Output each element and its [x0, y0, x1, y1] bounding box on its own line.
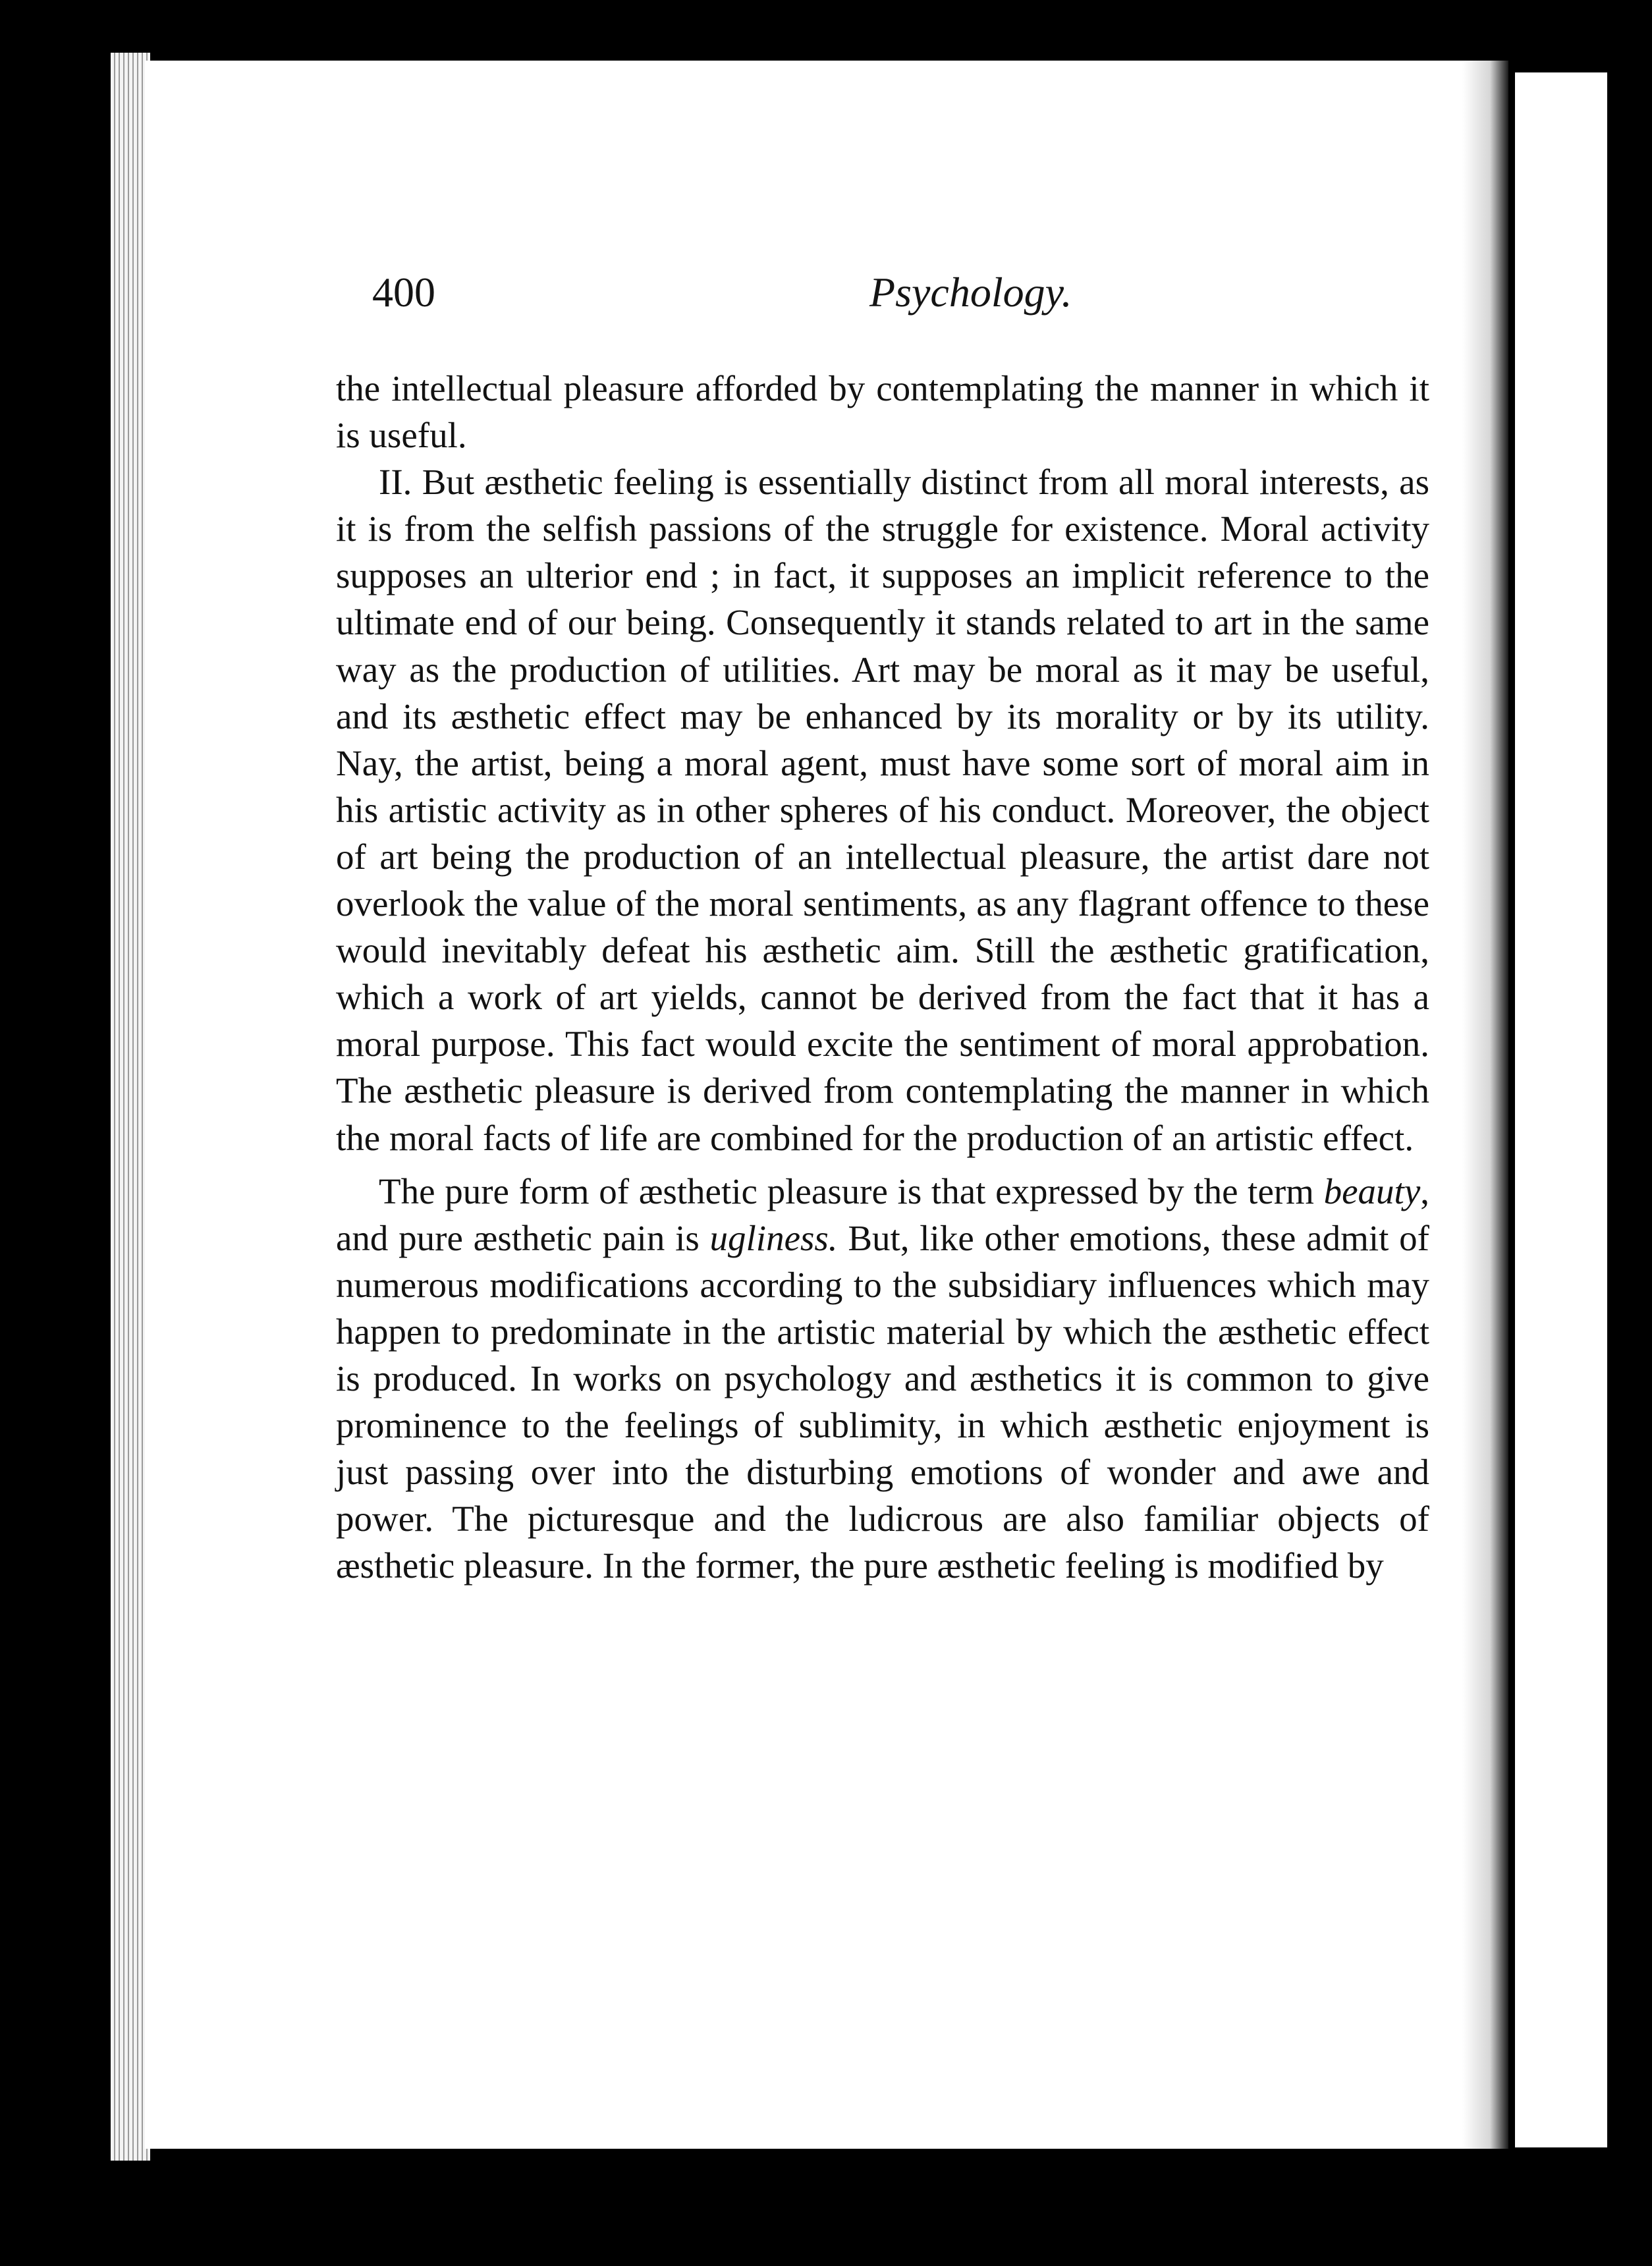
paragraph-2: II. But æsthetic feeling is essentially distinct from all moral interests, as it is from the selfish passions of the struggle for existence. Moral activity supposes an ulterior end ; in fact, it supposes an implicit reference to the ultimate end of our being. Consequently it stands related to art in the same way as the production of utilities. Art may be moral as it may be useful, and its æsthetic effect may be enhanced by its morality or by its utility. Nay, the artist, being a moral agent, must have some sort of moral aim in his artistic activity as in other spheres of his conduct. Moreover, the object of art being the production of an intellectual pleasure, the artist dare not overlook the value of the moral sentiments, as any flagrant offence to these would inevitably defeat his æsthetic aim. Still the æsthetic gratification, which a work of art yields, cannot be derived from the fact that it has a moral purpose. This fact would excite the sentiment of moral approbation. The æsthetic pleasure is derived from contemplating the manner in which the moral facts of life are combined for the production of an artistic effect.	[336, 462, 1429, 1158]
paragraph-3-text-2: , and pure æsthetic pain is	[336, 1171, 1429, 1258]
running-title: Psychology.	[869, 269, 1072, 316]
paragraph-1: the intellectual pleasure afforded by contemplating the manner in which it is useful.	[336, 368, 1429, 456]
book-page	[145, 61, 1502, 2149]
page-header	[145, 268, 1502, 327]
facing-page-edge	[1515, 72, 1607, 2147]
page-number: 400	[372, 269, 435, 316]
paragraph-3-text-1: The pure form of æsthetic pleasure is that expressed by the term	[379, 1171, 1324, 1211]
term-ugliness: ugliness.	[709, 1217, 838, 1258]
term-beauty: beauty	[1323, 1171, 1421, 1211]
page-edges	[111, 53, 150, 2161]
body-text	[336, 365, 1429, 1589]
paragraph-3	[336, 1168, 1429, 1589]
paragraph-3-text-3: But, like other emotions, these admit of numerous modifications according to the subsidiary influences which may happen to predominate in the artistic material by which the æsthetic effect is produced. In works on psychology and æsthetics it is common to give prominence to the feelings of sublimity, in which æsthetic enjoyment is just passing over into the disturbing emotions of wonder and awe and power. The picturesque and the ludicrous are also familiar objects of æsthetic pleasure. In the former, the pure æsthetic feeling is modified by	[336, 1217, 1429, 1586]
page-gutter-shadow	[1462, 61, 1508, 2149]
